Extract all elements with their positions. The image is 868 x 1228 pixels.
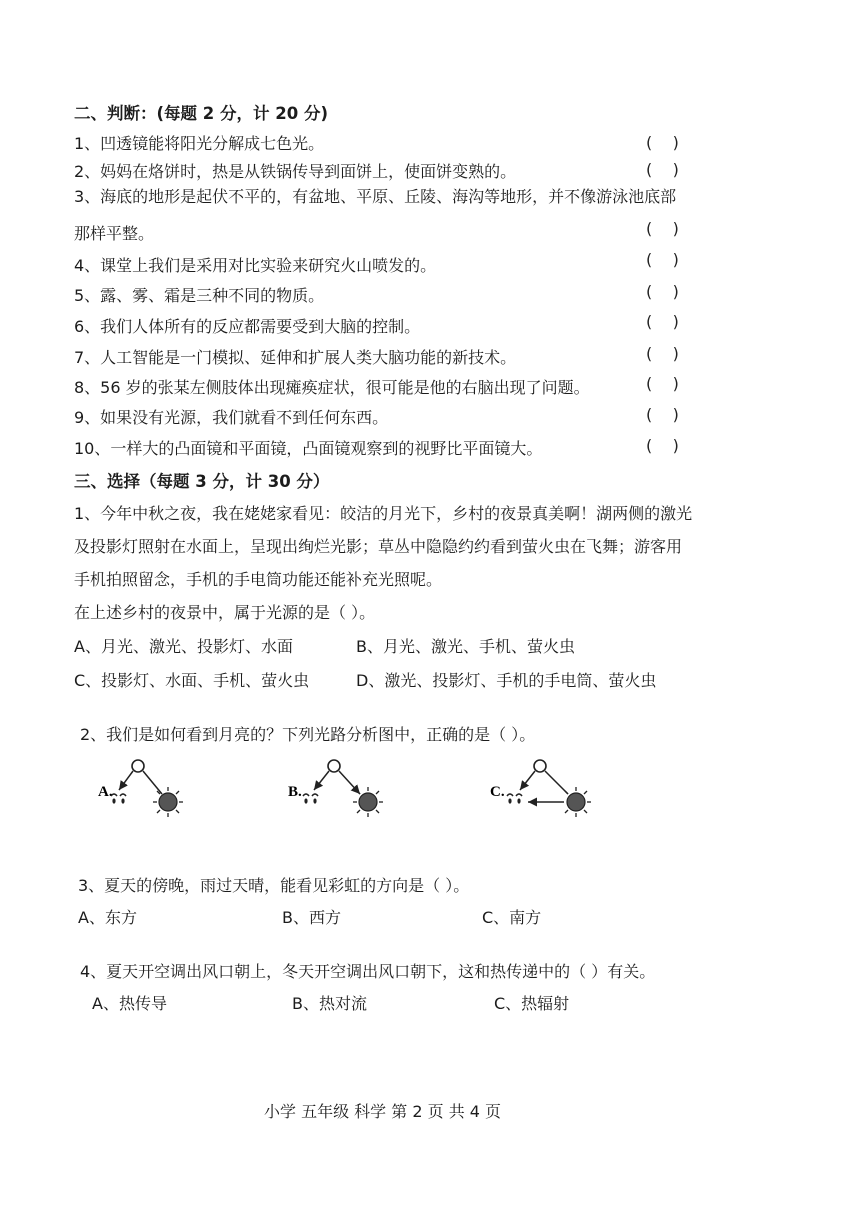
eyes-icon — [507, 794, 522, 804]
section3-heading: 三、选择（每题 3 分，计 30 分） — [74, 472, 330, 491]
q3-text: 3、夏天的傍晚，雨过天晴，能看见彩虹的方向是（ ）。 — [78, 876, 470, 895]
q1-option-a[interactable]: A、月光、激光、投影灯、水面 — [74, 637, 293, 656]
judge-item-7-answer[interactable]: ( ) — [646, 344, 679, 363]
judge-item-3-cont: 那样平整。 — [74, 224, 155, 243]
judge-item-10-answer[interactable]: ( ) — [646, 436, 679, 455]
q4-text: 4、夏天开空调出风口朝上，冬天开空调出风口朝下，这和热传递中的（ ）有关。 — [80, 962, 656, 981]
judge-item-3: 3、海底的地形是起伏不平的，有盆地、平原、丘陵、海沟等地形，并不像游泳池底部 — [74, 187, 677, 206]
q1-line-1: 1、今年中秋之夜，我在姥姥家看见：皎洁的月光下，乡村的夜景真美啊！湖两侧的激光 — [74, 504, 693, 523]
q1-line-3: 手机拍照留念，手机的手电筒功能还能补充光照呢。 — [74, 570, 443, 589]
eyes-icon — [111, 794, 126, 804]
judge-item-2-answer[interactable]: ( ) — [646, 160, 679, 179]
q2-figure-b[interactable] — [286, 756, 396, 828]
judge-item-7: 7、人工智能是一门模拟、延伸和扩展人类大脑功能的新技术。 — [74, 348, 517, 367]
judge-item-2: 2、妈妈在烙饼时，热是从铁锅传导到面饼上，使面饼变熟的。 — [74, 162, 517, 181]
figure-c-label: C. — [490, 784, 505, 800]
judge-item-1-answer[interactable]: ( ) — [646, 133, 679, 152]
page-footer: 小学 五年级 科学 第 2 页 共 4 页 — [264, 1102, 502, 1121]
q3-option-a[interactable]: A、东方 — [78, 908, 137, 927]
judge-item-6: 6、我们人体所有的反应都需要受到大脑的控制。 — [74, 317, 421, 336]
judge-item-9-answer[interactable]: ( ) — [646, 405, 679, 424]
q1-option-b[interactable]: B、月光、激光、手机、萤火虫 — [356, 637, 575, 656]
judge-item-4: 4、课堂上我们是采用对比实验来研究火山喷发的。 — [74, 256, 437, 275]
q1-line-2: 及投影灯照射在水面上，呈现出绚烂光影；草丛中隐隐约约看到萤火虫在飞舞；游客用 — [74, 537, 683, 556]
light-path-diagram-b — [286, 756, 396, 828]
judge-item-8-answer[interactable]: ( ) — [646, 374, 679, 393]
q4-option-c[interactable]: C、热辐射 — [494, 994, 570, 1013]
judge-item-8: 8、56 岁的张某左侧肢体出现瘫痪症状，很可能是他的右脑出现了问题。 — [74, 378, 590, 397]
q4-option-b[interactable]: B、热对流 — [292, 994, 367, 1013]
judge-item-5-answer[interactable]: ( ) — [646, 282, 679, 301]
eyes-icon — [303, 794, 318, 804]
section2-heading: 二、判断：(每题 2 分，计 20 分) — [74, 104, 329, 123]
q1-option-d[interactable]: D、激光、投影灯、手机的手电筒、萤火虫 — [356, 671, 657, 690]
sun-icon — [353, 787, 383, 817]
q1-line-4: 在上述乡村的夜景中，属于光源的是（ ）。 — [74, 603, 376, 622]
q3-option-b[interactable]: B、西方 — [282, 908, 341, 927]
judge-item-4-answer[interactable]: ( ) — [646, 250, 679, 269]
q4-option-a[interactable]: A、热传导 — [92, 994, 167, 1013]
q3-option-c[interactable]: C、南方 — [482, 908, 542, 927]
q1-option-c[interactable]: C、投影灯、水面、手机、萤火虫 — [74, 671, 310, 690]
q2-text: 2、我们是如何看到月亮的？下列光路分析图中，正确的是（ ）。 — [80, 725, 536, 744]
q2-figure-a[interactable] — [96, 756, 196, 828]
figure-b-label: B. — [288, 784, 302, 800]
sun-icon — [565, 787, 591, 817]
judge-item-5: 5、露、雾、霜是三种不同的物质。 — [74, 286, 325, 305]
sun-icon — [153, 787, 183, 817]
judge-item-6-answer[interactable]: ( ) — [646, 312, 679, 331]
moon-icon — [534, 760, 546, 772]
light-path-diagram-a — [96, 756, 196, 828]
figure-a-label: A. — [98, 784, 113, 800]
moon-icon — [132, 760, 144, 772]
judge-item-1: 1、凹透镜能将阳光分解成七色光。 — [74, 134, 325, 153]
q2-figure-c[interactable] — [488, 756, 598, 828]
judge-item-10: 10、一样大的凸面镜和平面镜，凸面镜观察到的视野比平面镜大。 — [74, 439, 543, 458]
judge-item-3-answer[interactable]: ( ) — [646, 219, 679, 238]
light-path-diagram-c — [488, 756, 598, 828]
moon-icon — [328, 760, 340, 772]
judge-item-9: 9、如果没有光源，我们就看不到任何东西。 — [74, 408, 389, 427]
